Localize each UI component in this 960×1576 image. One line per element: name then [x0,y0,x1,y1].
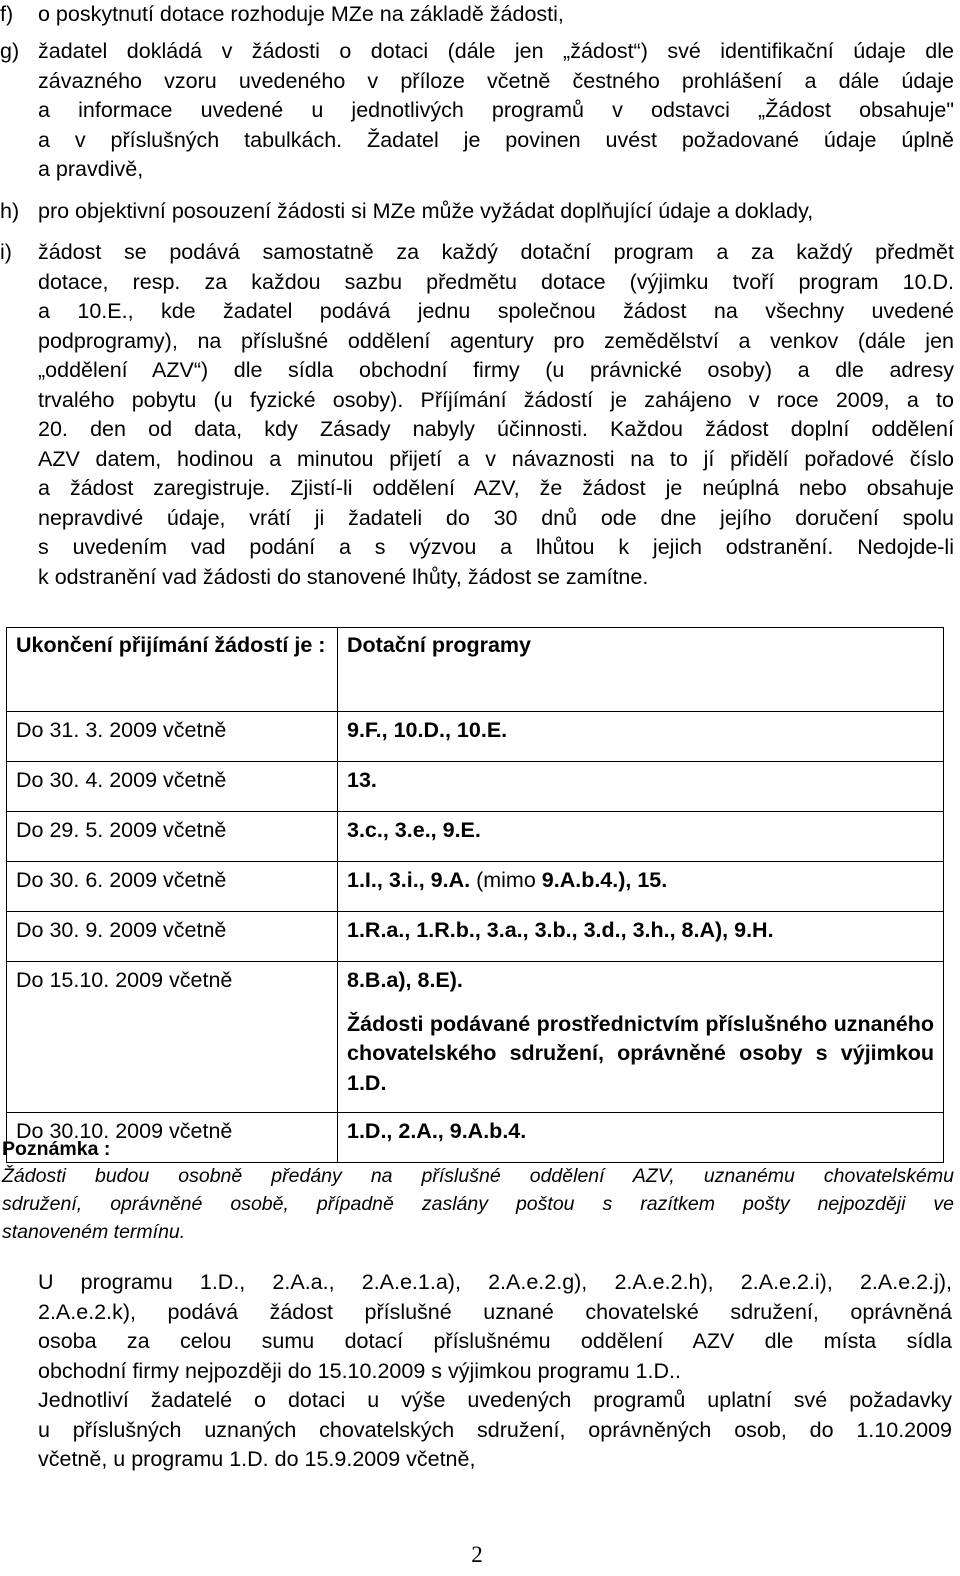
table-header-row [7,628,944,712]
text-line: „oddělení AZV“) dle sídla obchodní firmy (u právnické osoby) a dle adresy [38,358,954,382]
text-line: a pravdivě, [38,157,144,181]
text-line: s uvedením vad podání a s výzvou a lhůtou k jejich odstranění. Nedojde-li [38,535,954,559]
text-line: stanoveném termínu. [2,1221,186,1243]
deadline-cell: Do 30.10. 2009 včetně [7,1113,338,1163]
paragraph-individual-applicants [38,1386,952,1475]
deadline-cell: Do 30. 4. 2009 včetně [7,762,338,812]
table-row [7,712,944,762]
text-line: u příslušných uznaných chovatelských sdružení, oprávněných osob, do 1.10.2009 [38,1417,952,1442]
table-row [7,762,944,812]
text-line: žadatel dokládá v žádosti o dotaci (dále jen „žádost“) své identifikační údaje dle [38,39,954,63]
programs-cell [338,862,944,912]
programs-cell: 1.D., 2.A., 9.A.b.4. [338,1113,944,1163]
text-line: dotace, resp. za každou sazbu předmětu dotace (výjimku tvoří program 10.D. [38,269,954,294]
list-item-i [0,238,954,592]
list-item-label: i) [0,240,12,264]
text-line: 2.A.e.2.k), podává žádost příslušné uznané chovatelské sdružení, oprávněná [38,1299,952,1324]
table-row [7,862,944,912]
note-body [2,1162,954,1246]
note-title: Poznámka : [2,1138,111,1160]
text-line: 20. den od data, kdy Zásady nabyly účinnosti. Každou žádost doplní oddělení [38,417,954,441]
text-line: Jednotliví žadatelé o dotaci u výše uvedených programů uplatní své požadavky [38,1388,952,1412]
text-line: AZV datem, hodinou a minutou přijetí a v návaznosti na to jí přidělí pořadové číslo [38,446,954,471]
programs-bold: 1.I., 3.i., 9.A. [347,868,471,892]
table-row [7,912,944,962]
text-line: a 10.E., kde žadatel podává jednu společnou žádost na všechny uvedené [38,299,954,323]
text-line: žádost se podává samostatně za každý dotační program a za každý předmět [38,240,954,264]
header-deadline: Ukončení přijímání žádostí je : [7,628,338,712]
programs-bold: 9.A.b.4. [541,868,619,892]
list-item-label: h) [0,199,20,223]
deadline-cell: Do 30. 9. 2009 včetně [7,912,338,962]
list-item-g [0,37,954,185]
text-line: nepravdivé údaje, vrátí ji žadateli do 30 dnů ode dne jejího doručení spolu [38,505,954,530]
table-row [7,812,944,862]
deadline-cell: Do 30. 6. 2009 včetně [7,862,338,912]
programs-text: 8.B.a), 8.E). [347,968,463,992]
text-line: závazného vzoru uvedeného v příloze včetně čestného prohlášení a dále údaje [38,68,954,93]
list-item-f [0,0,954,30]
programs-text: ), 15. [618,868,668,892]
text-line: a v příslušných tabulkách. Žadatel je povinen uvést požadované údaje úplně [38,127,954,152]
programs-cell: 1.R.a., 1.R.b., 3.a., 3.b., 3.d., 3.h., 8.A), 9.H. [338,912,944,962]
text-line: sdružení, oprávněné osobě, případně zaslány poštou s razítkem pošty nejpozději ve [2,1193,954,1215]
text-line: a informace uvedené u jednotlivých programů v odstavci „Žádost obsahuje" [38,98,954,122]
text-line: U programu 1.D., 2.A.a., 2.A.e.1.a), 2.A.e.2.g), 2.A.e.2.h), 2.A.e.2.i), 2.A.e.2.j), [38,1270,952,1294]
text-line: osoba za celou sumu dotací příslušnému oddělení AZV dle místa sídla [38,1329,952,1353]
text-line: Žádosti budou osobně předány na příslušné oddělení AZV, uznanému chovatelskému [2,1165,954,1187]
paragraph-livestock-programs [38,1268,952,1386]
deadlines-table [6,627,944,1163]
text-line: pro objektivní posouzení žádosti si MZe může vyžádat doplňující údaje a doklady, [38,199,814,223]
deadline-cell: Do 31. 3. 2009 včetně [7,712,338,762]
text-line: o poskytnutí dotace rozhoduje MZe na základě žádosti, [38,2,564,26]
programs-text: (mimo [470,868,542,892]
header-programs: Dotační programy [338,628,944,712]
table-row [7,962,944,1113]
text-line: a žádost zaregistruje. Zjistí-li oddělení AZV, že žádost je neúplná nebo obsahuje [38,476,954,500]
list-item-label: g) [0,39,20,63]
list-item-h [0,197,954,227]
text-line: včetně, u programu 1.D. do 15.9.2009 včetně, [38,1447,476,1471]
page-number: 2 [471,1542,483,1567]
programs-cell: 9.F., 10.D., 10.E. [338,712,944,762]
text-line: trvalého pobytu (u fyzické osoby). Příjímání žádostí je zahájeno v roce 2009, a to [38,387,954,412]
list-item-label: f) [0,2,14,26]
programs-cell [338,962,944,1113]
text-line: podprogramy), na příslušné oddělení agentury pro zemědělství a venkov (dále jen [38,328,954,353]
text-line: k odstranění vad žádosti do stanovené lhůty, žádost se zamítne. [38,564,649,589]
table-row [7,1113,944,1163]
programs-cell: 3.c., 3.e., 9.E. [338,812,944,862]
programs-cell: 13. [338,762,944,812]
deadline-cell: Do 15.10. 2009 včetně [7,962,338,1113]
programs-note: Žádosti podávané prostřednictvím příslušného uznaného chovatelského sdružení, oprávněné osoby s výjimkou 1.D. [347,1011,934,1095]
deadline-cell: Do 29. 5. 2009 včetně [7,812,338,862]
text-line: obchodní firmy nejpozději do 15.10.2009 s výjimkou programu 1.D.. [38,1358,681,1383]
